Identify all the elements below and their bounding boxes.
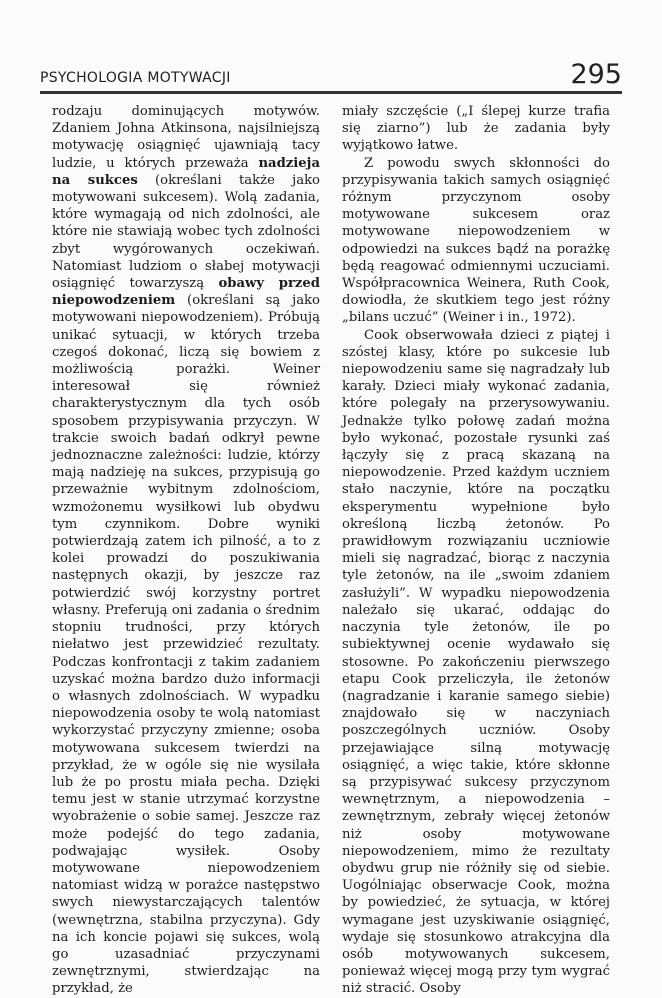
bold-term: nadzieja na sukces <box>52 155 320 188</box>
text-run: (określani są jako motywowani niepowodzeniem). Próbują unikać sytuacji, w których trzeba czegoś dokonać, liczą się bowiem z możliwością porażki. Weiner interesował się również charakterystycznym dla tych osób sposobem przypisywania przyczyn. W trakcie swoich badań odkrył pewne jednoznaczne zależności: ludzie, którzy mają nadzieję na sukces, przypisują go przeważnie wybitnym zdolnościom, wzmożonemu wysiłkowi lub obydwu tym czynnikom. Dobre wyniki potwierdzają zatem ich pilność, a to z kolei prowadzi do poszukiwania następnych okazji, by jeszcze raz potwierdzić swój korzystny portret własny. Preferują oni zadania o średnim stopniu trudności, przy których niełatwo jest przewidzieć rezultaty. Podczas konfrontacji z takim zadaniem uzyskać można bardzo dużo informacji o własnych zdolnościach. W wypadku niepowodzenia osoby te wolą natomiast wykorzystać przyczyny zmienne; osoba motywowana sukcesem twierdzi na przykład, że w ogóle się nie wysilała lub że po prostu miała pecha. Dzięki temu jest w stanie utrzymać korzystne wyobrażenie o sobie samej. Jeszcze raz może podejść do tego zadania, podwajając wysiłek. Osoby motywowane niepowodzeniem natomiast widzą w porażce następstwo swych niewystarczających talentów (wewnętrzna, stabilna przyczyna). Gdy na ich koncie pojawi się sukces, wolą go uzasadniać przyczynami zewnętrznymi, stwierdzając na przykład, że <box>52 293 320 997</box>
paragraph: Cook obserwowała dzieci z piątej i szóstej klasy, które po sukcesie lub niepowodzeniu same się nagradzały lub karały. Dzieci miały wykonać zadania, które polegały na przerysowywaniu. Jednakże tylko połowę zadań można było wykonać, pozostałe rysunki zaś łączyły się z pracą skazaną na niepowodzenie. Przed każdym uczniem stało naczynie, które na początku eksperymentu wypełnione było określoną liczbą żetonów. Po prawidłowym rozwiązaniu uczniowie mieli się nagradzać, biorąc z naczynia tyle żetonów, na ile „swoim zdaniem zasłużyli”. W wypadku niepowodzenia należało się ukarać, oddając do naczynia tyle żetonów, ile po subiektywnej ocenie wydawało się stosowne. Po zakończeniu pierwszego etapu Cook przeliczyła, ile żetonów (nagradzanie i karanie samego siebie) znajdowało się w naczyniach poszczególnych uczniów. Osoby przejawiające silną motywację osiągnięć, a więc takie, które skłonne są przypisywać sukcesy przyczynom wewnętrznym, a niepowodzenia – zewnętrznym, zebrały więcej żetonów niż osoby motywowane niepowodzeniem, mimo że rezultaty obydwu grup nie różniły się od siebie. Uogólniając obserwacje Cook, można by powiedzieć, że sytuacja, w której wymagane jest uzyskiwanie osiągnięć, wydaje się stosunkowo atrakcyjna dla osób motywowanych sukcesem, ponieważ więcej mogą przy tym wygrać niż stracić. Osoby <box>342 327 610 997</box>
left-column <box>52 103 320 998</box>
paragraph <box>52 103 320 998</box>
right-column <box>342 103 610 998</box>
bold-term: obawy przed niepowodzeniem <box>52 276 320 309</box>
text-run: rodzaju dominujących motywów. Zdaniem Johna Atkinsona, najsilniejszą motywację osiągnięć ujawniają tacy ludzie, u których przeważa <box>52 104 320 171</box>
running-title: PSYCHOLOGIA MOTYWACJI <box>40 70 231 86</box>
paragraph: miały szczęście („I ślepej kurze trafia się ziarno”) lub że zadania były wyjątkowo łatwe. <box>342 104 610 154</box>
text-run: (określani także jako motywowani sukcesem). Wolą zadania, które wymagają od nich zdolności, ale które nie stawiają wobec tych zdolności zbyt wygórowanych oczekiwań. Natomiast ludziom o słabej motywacji osiągnięć towarzyszą <box>52 172 320 292</box>
page-number: 295 <box>570 59 622 90</box>
header-rule <box>40 91 622 94</box>
page-header <box>40 58 622 90</box>
paragraph: Z powodu swych skłonności do przypisywania takich samych osiągnięć różnym przyczynom osoby motywowane sukcesem oraz motywowane niepowodzeniem w odpowiedzi na sukces bądź na porażkę będą reagować odmiennymi uczuciami. Współpracownica Weinera, Ruth Cook, dowiodła, że skutkiem tego jest różny „bilans uczuć” (Weiner i in., 1972). <box>342 155 610 326</box>
